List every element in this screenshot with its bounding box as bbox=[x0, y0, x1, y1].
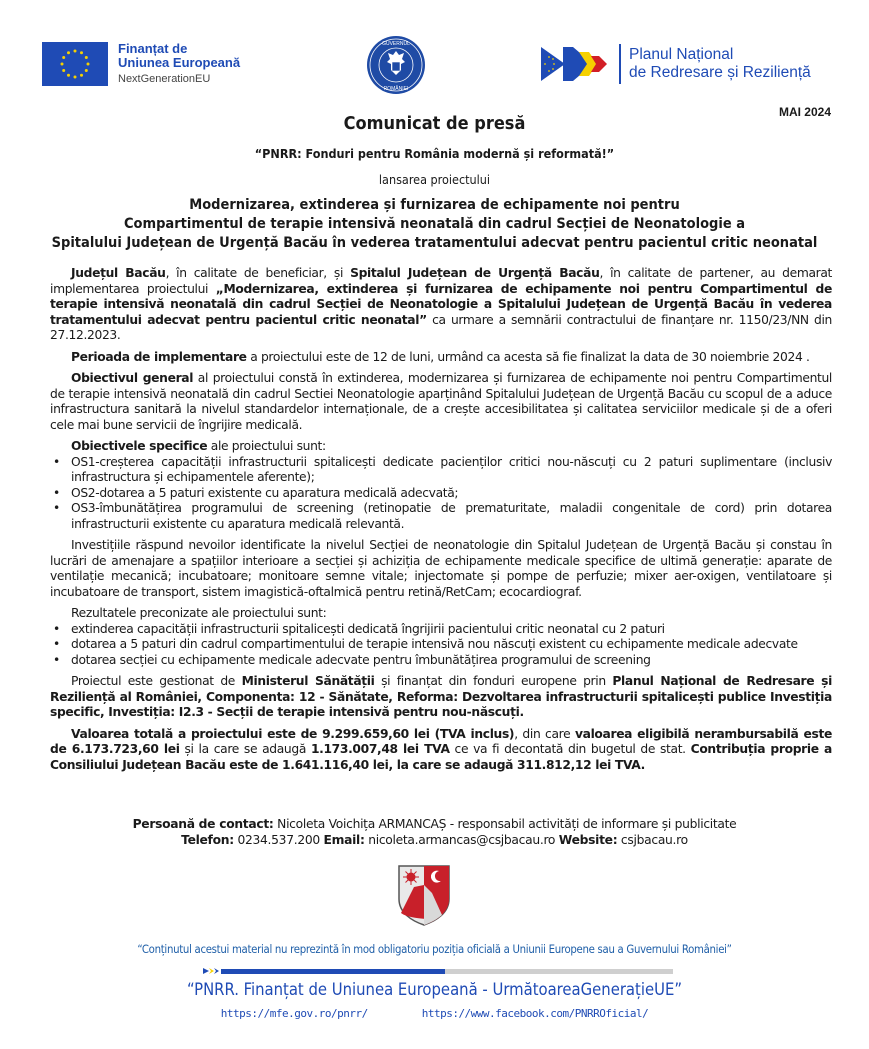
guvernul-romaniei-seal-icon bbox=[366, 35, 426, 95]
results-heading: Rezultatele preconizate ale proiectului sunt: bbox=[71, 606, 327, 620]
list-item: • dotarea secției cu echipamente medicale adecvate pentru îmbunătățirea programului de screening bbox=[50, 653, 832, 669]
project-title-line1: Modernizarea, extinderea și furnizarea de echipamente noi pentru bbox=[189, 197, 680, 213]
project-title bbox=[0, 196, 869, 253]
general-objective-paragraph: Obiectivul general al proiectului constă în extinderea, modernizarea și furnizarea de echipamente noi pentru Compartimentul de terapie intensivă neonatală din cadrul Sectiei Neonatologie aparținând Spitalului Județean de Urgență Bacău cu scopul de a aduce infrastructura sanitară la nivelul standardelor internaționale, de a crește accesibilitatea și calitatea serviciilor medicale și de a oferi cele mai bune servicii de îngrijire medicală. bbox=[50, 371, 832, 432]
release-date: MAI 2024 bbox=[778, 105, 831, 119]
eu-flag-icon bbox=[42, 42, 108, 86]
footer-slogan: “PNRR. Finanțat de Uniunea Europeană - UrmătoareaGenerațieUE” bbox=[186, 980, 683, 999]
list-item: • OS3-îmbunătățirea programului de screening (retinopatie de prematuritate, maladii congenitale de cord) prin dotarea infrastructurii existente cu aparatura medicală relevantă. bbox=[50, 501, 832, 532]
launch-label: lansarea proiectului bbox=[378, 172, 491, 187]
slogan: “PNRR: Fonduri pentru România modernă și reformată!” bbox=[254, 146, 615, 161]
eu-disclaimer: “Conținutul acestui material nu reprezintă în mod obligatoriu poziția oficială a Uniunii Europene sau a Guvernului României” bbox=[137, 943, 732, 956]
footer-divider-bar bbox=[203, 968, 673, 974]
list-item: • OS2-dotarea a 5 paturi existente cu aparatura medicală adecvată; bbox=[50, 486, 832, 502]
contact-person: Persoană de contact: Nicoleta Voichița ARMANCAȘ - responsabil activități de informare și publicitate bbox=[132, 817, 737, 831]
partner-name: Spitalul Județean de Urgență Bacău bbox=[350, 266, 600, 280]
pnrr-logo-line2: de Redresare și Reziliență bbox=[629, 64, 811, 81]
footer-links bbox=[0, 1007, 869, 1020]
budget-paragraph: Valoarea totală a proiectului este de 9.299.659,60 lei (TVA inclus), din care valoarea eligibilă nerambursabilă este de 6.173.723,60 lei și la care se adaugă 1.173.007,48 lei TVA ce va fi decontată din bugetul de stat. Contribuția proprie a Consiliului Județean Bacău este de 1.641.116,40 lei, la care se adaugă 311.812,12 lei TVA. bbox=[50, 726, 832, 772]
results-list bbox=[50, 622, 832, 669]
intro-paragraph: Județul Bacău, în calitate de beneficiar, și Spitalul Județean de Urgență Bacău, în calitate de partener, au demarat implementarea proiectului „Modernizarea, extinderea și furnizarea de echipamente noi pentru Compartimentul de terapie intensivă neonatală din cadrul Secției de Neonatologie a Spitalului Județean de Urgență Bacău în vederea tratamentului adecvat pentru pacientul critic neonatal” ca urmare a semnării contractului de finanțare nr. 1150/23/NN din 27.12.2023. bbox=[50, 266, 832, 342]
contact-block bbox=[0, 816, 869, 848]
svg-text:ROMÂNIEI: ROMÂNIEI bbox=[383, 86, 409, 92]
specific-objectives-heading: Obiectivele specifice ale proiectului sunt: bbox=[71, 439, 326, 453]
list-item: • OS1-creșterea capacității infrastructurii spitalicești dedicate pacienților critici nou-născuți cu 2 paturi suplimentare (inclusiv infrastructura și echipamentele aferente); bbox=[50, 455, 832, 486]
phone-number: 0234.537.200 bbox=[233, 833, 324, 847]
project-name: „Modernizarea, extinderea și furnizarea de echipamente noi pentru Compartimentul de terapie intensivă neonatală din cadrul Secției de Neonatologie a Spitalului Județean de Urgență Bacău în vederea tratamentului adecvat pentru pacientul critic neonatal” bbox=[50, 281, 832, 327]
eu-funding-logo bbox=[42, 42, 240, 86]
list-item: • extinderea capacității infrastructurii spitalicești dedicată îngrijirii pacientului critic neonatal cu 2 paturi bbox=[50, 622, 832, 638]
pnrr-logo bbox=[541, 44, 811, 84]
project-title-line3: Spitalului Județean de Urgență Bacău în vederea tratamentului adecvat pentru pacientul critic neonatal bbox=[51, 235, 818, 251]
page-title: Comunicat de presă bbox=[343, 113, 526, 134]
svg-text:GUVERNUL: GUVERNUL bbox=[382, 41, 410, 47]
pnrr-logo-divider bbox=[619, 44, 621, 84]
pnrr-arrows-icon bbox=[541, 44, 611, 84]
eu-logo-line2: Uniunea Europeană bbox=[118, 55, 241, 70]
specific-objectives-list bbox=[50, 455, 832, 533]
pnrr-logo-line1: Planul Național bbox=[629, 46, 734, 63]
beneficiary-name: Județul Bacău bbox=[71, 266, 166, 280]
list-item: • dotarea a 5 paturi din cadrul compartimentului de terapie intensivă nou născuți existent cu echipamente medicale adecvate bbox=[50, 637, 832, 653]
implementation-period-paragraph: Perioada de implementare a proiectului este de 12 de luni, urmând ca acesta să fie finalizat la data de 30 noiembrie 2024 . bbox=[71, 349, 810, 364]
body-text bbox=[50, 266, 832, 779]
email-address[interactable]: nicoleta.armancas@csjbacau.ro bbox=[364, 833, 559, 847]
eu-logo-line3: NextGenerationEU bbox=[118, 73, 211, 85]
funding-paragraph: Proiectul este gestionat de Ministerul Sănătății și finanțat din fonduri europene prin Planul Național de Redresare și Reziliență al României, Componenta: 12 - Sănătate, Reforma: Dezvoltarea infrastructurii spitalicești publice Investiția specific, Investiția: I2.3 - Secții de terapie intensivă pentru nou-născuți. bbox=[50, 674, 832, 719]
eu-logo-line1: Finanțat de bbox=[118, 41, 188, 56]
investments-paragraph: Investițiile răspund nevoilor identificate la nivelul Secției de neonatologie din Spitalul Județean de Urgență Bacău și constau în lucrări de amenajare a spațiilor interioare a secției și achiziția de echipamente medicale specifice de ultimă generație: aparate de ventilație mecanică; incubatoare; monitoare semne vitale; injectomate și pompe de perfuzie; mixer aer-oxigen, ventilatoare și incubatoare de transport, sistem imagistică-oftalmică pentru retină/RetCam; ecocardiograf. bbox=[50, 538, 832, 599]
mfe-pnrr-link[interactable]: https://mfe.gov.ro/pnrr/ bbox=[220, 1007, 368, 1020]
website-link[interactable]: csjbacau.ro bbox=[617, 833, 688, 847]
pnrr-mini-arrows-icon bbox=[203, 967, 223, 975]
bacau-county-crest-icon bbox=[396, 863, 452, 927]
facebook-pnrr-link[interactable]: https://www.facebook.com/PNRROficial/ bbox=[421, 1007, 649, 1020]
project-title-line2: Compartimentul de terapie intensivă neonatală din cadrul Secției de Neonatologie a bbox=[123, 216, 746, 232]
contact-details: Telefon: 0234.537.200 Email: nicoleta.armancas@csjbacau.ro Website: csjbacau.ro bbox=[181, 833, 688, 847]
